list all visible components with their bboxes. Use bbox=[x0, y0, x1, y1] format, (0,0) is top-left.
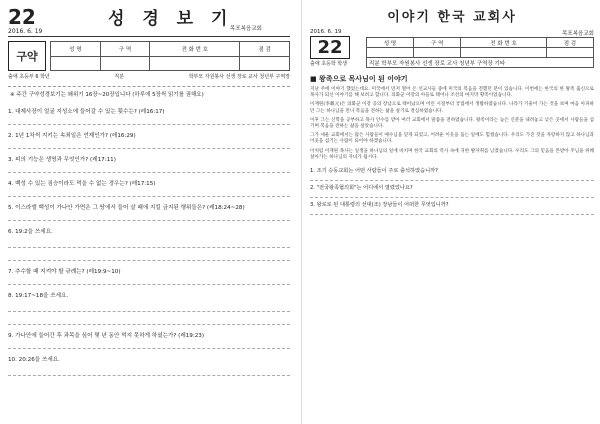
meta-header: 구 역 bbox=[414, 38, 461, 48]
answer-line[interactable] bbox=[8, 363, 290, 376]
left-header bbox=[8, 6, 290, 36]
question: 3. 피의 기능은 생명과 무엇인가? (레17:11) bbox=[8, 157, 116, 163]
story-paragraph: 그가 세운 교회에서는 많은 사람들이 예수님을 믿게 되었고, 어려운 이웃을 돕는 일에도 힘썼습니다. 우리도 가진 것을 자랑하지 않고 하나님과 이웃을 섬기는 사람이 되어야 하겠습니다. bbox=[310, 133, 594, 145]
right-meta-table bbox=[366, 37, 594, 68]
sub-row bbox=[8, 73, 290, 80]
quiz-question: 2. "전국왕족협의회"는 어디에서 열렸었나요? bbox=[310, 185, 413, 192]
right-meta bbox=[366, 29, 594, 68]
quiz-section bbox=[310, 167, 594, 215]
meta-header: 구 역 bbox=[100, 42, 150, 57]
quiz-question: 3. 왕로로 된 대통령의 선대(조) 장남들이 어떠한 무엇입니까? bbox=[310, 202, 449, 209]
check-field[interactable] bbox=[240, 56, 290, 71]
question: 5. 이스라엘 백성이 가나안 가면은 그 땅에서 들어 살 때에 지킬 금지된 행위들은? (레18:24~28) bbox=[8, 205, 245, 211]
answer-line[interactable] bbox=[8, 312, 290, 325]
meta-header: 성 명 bbox=[51, 42, 101, 57]
meta-header: 전 화 번 호 bbox=[461, 38, 546, 48]
question: 1. 대제사장이 얼굴 지성소에 들어갈 수 있는 횟수는? (레16:17) bbox=[8, 109, 165, 115]
section-title: ■ 왕족으로 목사님이 된 이야기 bbox=[310, 75, 408, 83]
answer-line[interactable] bbox=[8, 235, 290, 248]
issue-date: 2016. 6. 19 bbox=[8, 28, 43, 35]
answer-line[interactable] bbox=[8, 248, 290, 261]
answer-line[interactable] bbox=[310, 208, 594, 215]
meta-row bbox=[8, 41, 290, 71]
issue-number: 22 bbox=[8, 5, 36, 29]
right-date: 2016. 6. 19 bbox=[310, 29, 342, 35]
question: 7. 추수할 때 지켜야 할 규례는? (레19:9~10) bbox=[8, 269, 121, 275]
answer-line[interactable] bbox=[310, 191, 594, 198]
story-paragraph: 지난 주에 이야기 했었는데요. 미국에서 먼저 열어 온 선교사들 중에 미국의 복음을 전했던 분이 있습니다. 이번에는 한국의 한 왕족 출신으로 목사가 되신 이야기를 해 보려고 합니다. 의화군 이강의 아들로 태어나 조선의 마지막 황족이었습니다. bbox=[310, 87, 594, 99]
question: 10. 20:26을 쓰세요. bbox=[8, 357, 60, 363]
meta-header: 전 화 번 호 bbox=[150, 42, 240, 57]
role-row: 직분 학부모 자원봉사 선생 장로 교사 청년부 구역장 기타 bbox=[367, 58, 594, 68]
meta-table bbox=[50, 41, 290, 71]
answer-line[interactable] bbox=[8, 140, 290, 149]
intro-note: ※ 주간 구약성경보기는 왜위기 16장~20장입니다 (하루에 5장씩 읽기를 권해요) bbox=[8, 86, 290, 101]
quiz-question: 1. 조기 승동교회는 어떤 사람들이 주로 출석하였습니까? bbox=[310, 168, 438, 175]
church-brand: 목포복음교회 bbox=[230, 26, 262, 32]
right-page bbox=[304, 0, 600, 424]
meta-header: 성 명 bbox=[367, 38, 414, 48]
header-divider bbox=[8, 36, 290, 37]
answer-line[interactable] bbox=[8, 299, 290, 312]
answer-line[interactable] bbox=[8, 340, 290, 349]
name-field[interactable] bbox=[367, 48, 414, 58]
story-paragraph: 이후 그는 신학을 공부하고 목사 안수를 받아 여러 교회에서 말씀을 전하였습니다. 왕족이라는 높은 신분을 내려놓고 낮은 곳에서 사람들을 섬기며 복음을 전하는 삶을 살았습니다. bbox=[310, 117, 594, 130]
right-brand: 목포복음교회 bbox=[562, 31, 594, 37]
sub-right: 학부모 자원봉사 선생 장로 교사 청년부 구역장 bbox=[188, 74, 290, 80]
answer-line[interactable] bbox=[8, 276, 290, 285]
section-label: 구약 bbox=[8, 41, 46, 71]
group-field[interactable] bbox=[100, 56, 150, 71]
answer-line[interactable] bbox=[8, 116, 290, 125]
question: 8. 19:17~18을 쓰세요. bbox=[8, 293, 69, 299]
phone-field[interactable] bbox=[150, 56, 240, 71]
name-field[interactable] bbox=[51, 56, 101, 71]
answer-line[interactable] bbox=[310, 174, 594, 181]
meta-header: 점 검 bbox=[546, 38, 593, 48]
story-paragraph: 이재원(李載元)은 의화군 이강 공의 장남으로 태어났으며 어린 시절부터 궁궐에서 생활하였습니다. 나라가 기울어 가는 것을 보며 마음 아파하던 그는 하나님을 만나 복음을 전하는 삶을 살기로 결심하였습니다. bbox=[310, 102, 594, 114]
question: 6. 19:2을 쓰세요. bbox=[8, 229, 53, 235]
page-title: 성 경 보 기 bbox=[108, 9, 234, 29]
question: 4. 백성 수 있는 짐승이라도 먹을 수 없는 경우는? (레17:15) bbox=[8, 181, 156, 187]
meta-header: 점 검 bbox=[240, 42, 290, 57]
group-field[interactable] bbox=[414, 48, 461, 58]
page-separator bbox=[301, 0, 302, 424]
right-header bbox=[310, 29, 594, 68]
answer-line[interactable] bbox=[8, 212, 290, 221]
check-field[interactable] bbox=[546, 48, 593, 58]
sub-left: 출애 초등부 6 학년 bbox=[8, 74, 50, 80]
right-title: 이야기 한국 교회사 bbox=[387, 10, 517, 25]
right-sub-label: 출애 초등학 학생 bbox=[310, 61, 347, 67]
question: 9. 가나안에 들어간 후 과목을 심어 몇 년 동안 먹지 못하게 하셨는가? (레19:23) bbox=[8, 333, 205, 339]
sub-middle: 직분 bbox=[114, 74, 125, 80]
answer-line[interactable] bbox=[8, 164, 290, 173]
phone-field[interactable] bbox=[461, 48, 546, 58]
right-number-block bbox=[310, 29, 366, 67]
answer-line[interactable] bbox=[8, 188, 290, 197]
story-paragraph: 이처럼 이재원 목사는 일생을 하나님의 일에 바치며 한국 교회의 역사 속에 귀한 발자취를 남겼습니다. 우리도 그의 믿음을 본받아 주님을 위해 살아가는 하나님의 자녀가 됩시다. bbox=[310, 148, 594, 160]
question: 2. 1년 1차씩 지키는 속죄일은 언제인가? (레16:29) bbox=[8, 133, 136, 139]
right-issue-number: 22 bbox=[310, 36, 350, 59]
